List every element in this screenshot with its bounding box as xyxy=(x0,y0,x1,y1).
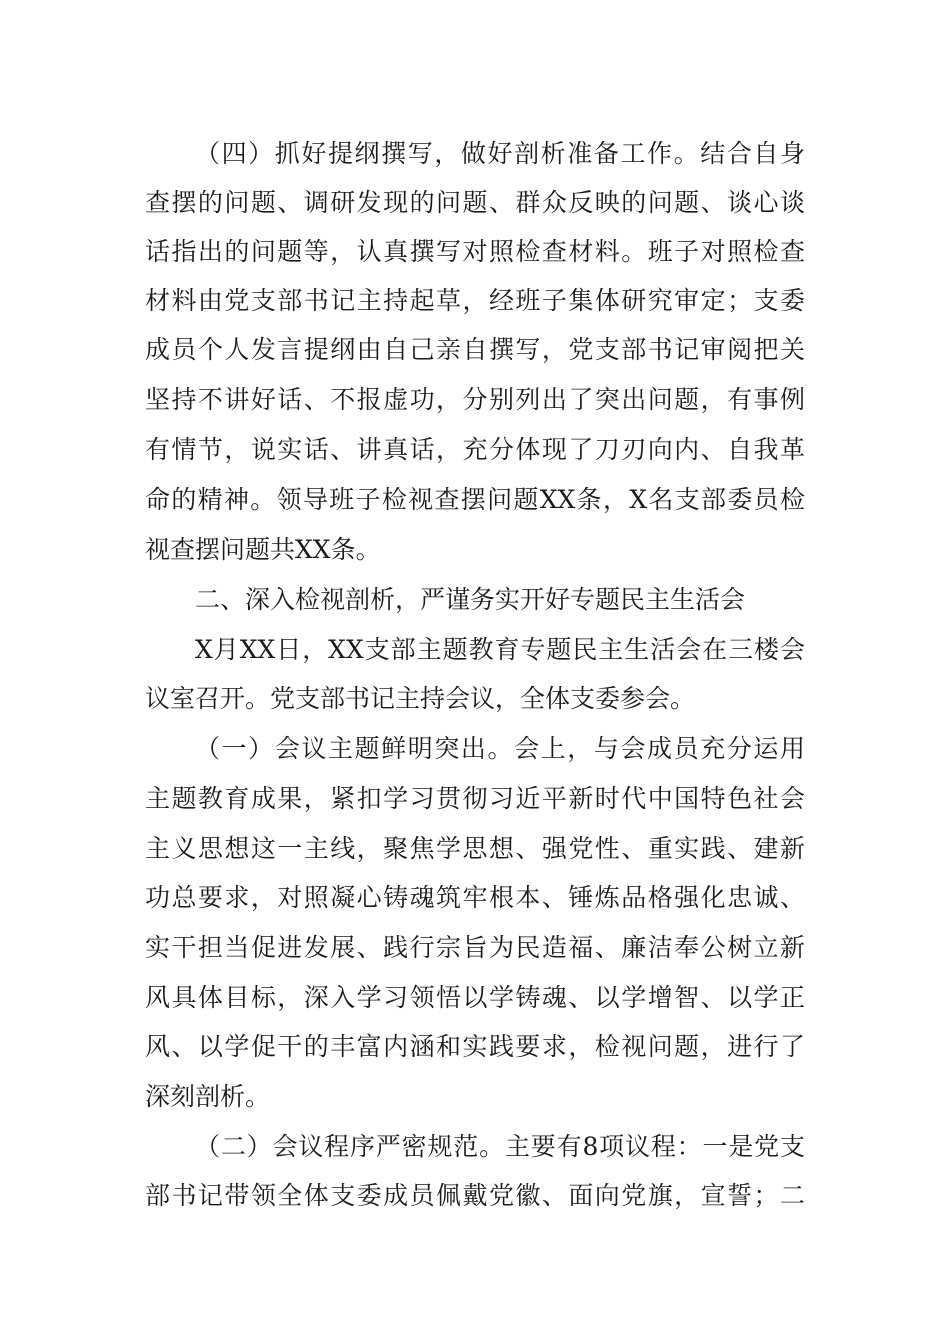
text-line: （一）会议主题鲜明突出。会上，与会成员充分运用 xyxy=(195,734,805,763)
text-line: 功总要求，对照凝心铸魂筑牢根本、锤炼品格强化忠诚、 xyxy=(145,883,805,912)
text-line: 有情节，说实话、讲真话，充分体现了刀刃向内、自我革 xyxy=(145,435,805,464)
section-heading: 二、深入检视剖析，严谨务实开好专题民主生活会 xyxy=(195,585,746,614)
text-line: 查摆的问题、调研发现的问题、群众反映的问题、谈心谈 xyxy=(145,188,805,217)
text-line: （四）抓好提纲撰写，做好剖析准备工作。结合自身 xyxy=(195,139,805,168)
text-line: 部书记带领全体支委成员佩戴党徽、面向党旗，宣誓；二 xyxy=(145,1181,805,1210)
text-line: 主题教育成果，紧扣学习贯彻习近平新时代中国特色社会 xyxy=(145,784,805,813)
text-line: 议室召开。党支部书记主持会议，全体支委参会。 xyxy=(145,684,696,713)
text-line: 风、以学促干的丰富内涵和实践要求，检视问题，进行了 xyxy=(145,1032,805,1061)
text-line: X月XX日，XX支部主题教育专题民主生活会在三楼会 xyxy=(195,635,805,664)
text-line: 实干担当促进发展、践行宗旨为民造福、廉洁奉公树立新 xyxy=(145,933,805,962)
text-line: 坚持不讲好话、不报虚功，分别列出了突出问题，有事例 xyxy=(145,385,805,414)
text-line: 风具体目标，深入学习领悟以学铸魂、以学增智、以学正 xyxy=(145,983,805,1012)
text-line: 主义思想这一主线，聚焦学思想、强党性、重实践、建新 xyxy=(145,834,805,863)
text-line: 深刻剖析。 xyxy=(145,1082,271,1111)
text-line: 话指出的问题等，认真撰写对照检查材料。班子对照检查 xyxy=(145,237,805,266)
text-line: 材料由党支部书记主持起草，经班子集体研究审定；支委 xyxy=(145,286,805,315)
text-line: （二）会议程序严密规范。主要有8项议程：一是党支 xyxy=(195,1132,805,1161)
text-line: 成员个人发言提纲由自己亲自撰写，党支部书记审阅把关 xyxy=(145,335,805,364)
text-line: 命的精神。领导班子检视查摆问题XX条，X名支部委员检 xyxy=(145,485,805,514)
text-line: 视查摆问题共XX条。 xyxy=(145,535,381,564)
